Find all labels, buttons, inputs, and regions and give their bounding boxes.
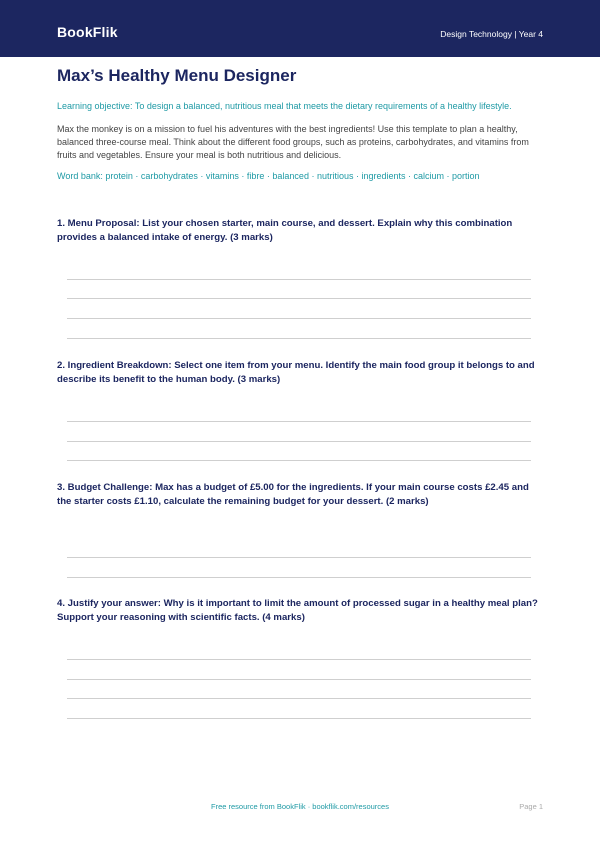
intro-paragraph: Max the monkey is on a mission to fuel his adventures with the best ingredients! Use this template to plan a healthy, balanced three-course meal. Think about the different food groups, such as proteins, carbohydrates, and vitamins from fruits and vegetables. Ensure your meal is both nutritious and delicious. (57, 124, 529, 160)
question-3: 3. Budget Challenge: Max has a budget of £5.00 for the ingredients. If your main course costs £2.45 and the starter costs £1.10, calculate the remaining budget for your dessert. (2 marks) (57, 482, 529, 507)
question-1: 1. Menu Proposal: List your chosen starter, main course, and dessert. Explain why this combination provides a balanced intake of energy. (3 marks) (57, 218, 513, 243)
question-4: 4. Justify your answer: Why is it important to limit the amount of processed sugar in a healthy meal plan? Support your reasoning with scientific facts. (4 marks) (57, 598, 538, 623)
intro-section (57, 65, 543, 183)
answer-line[interactable] (67, 659, 531, 660)
question-2: 2. Ingredient Breakdown: Select one item from your menu. Identify the main food group it belongs to and describe its benefit to the human body. (3 marks) (57, 360, 535, 385)
answer-line[interactable] (67, 318, 531, 319)
footer-credit: Free resource from BookFlik · bookflik.com/resources (211, 802, 389, 811)
answer-line[interactable] (67, 557, 531, 558)
learning-objective: Learning objective: To design a balanced, nutritious meal that meets the dietary requirements of a healthy lifestyle. (57, 101, 512, 111)
answer-line[interactable] (67, 679, 531, 680)
brand-logo: BookFlik (57, 24, 118, 40)
answer-line[interactable] (67, 441, 531, 442)
subject-label: Design Technology | Year 4 (440, 29, 543, 39)
page-title: Max’s Healthy Menu Designer (57, 66, 297, 85)
answer-line[interactable] (67, 298, 531, 299)
answer-line[interactable] (67, 460, 531, 461)
page-number: Page 1 (519, 802, 543, 811)
answer-line[interactable] (67, 698, 531, 699)
answer-line[interactable] (67, 577, 531, 578)
answer-line[interactable] (67, 718, 531, 719)
answer-line[interactable] (67, 338, 531, 339)
word-bank: Word bank: protein · carbohydrates · vitamins · fibre · balanced · nutritious · ingredients · calcium · portion (57, 171, 480, 181)
answer-line[interactable] (67, 421, 531, 422)
answer-line[interactable] (67, 279, 531, 280)
header-banner (0, 0, 600, 57)
